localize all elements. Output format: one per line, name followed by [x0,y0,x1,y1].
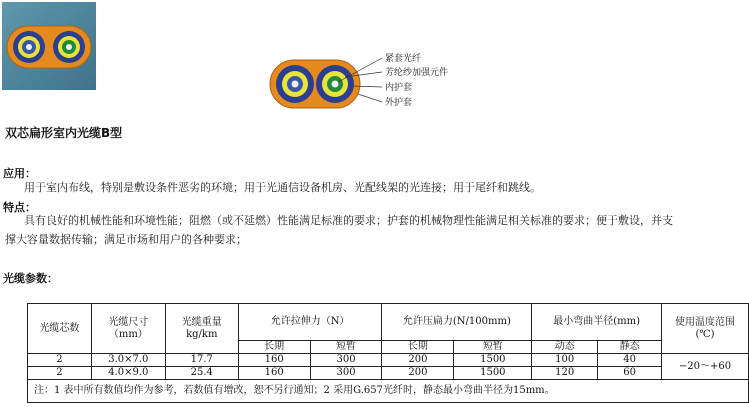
cell-size: 3.0×7.0 [91,354,165,367]
cell-tensile-short: 300 [310,367,382,380]
spec-table [27,303,749,403]
cell-crush-short: 1500 [454,354,532,367]
cell-crush-short: 1500 [454,367,532,380]
table-row [28,367,749,380]
features-text-line1: 具有良好的机械性能和环境性能；阻燃（或不延燃）性能满足标准的要求；护套的机械物理性能满足相关标准的要求；便于敷设，并支 [24,214,673,227]
label-inner-sheath: 内护套 [385,83,413,93]
cell-tensile-short: 300 [310,354,382,367]
label-tight-buffer-fiber: 紧套光纤 [385,54,422,64]
application-heading: 应用： [3,167,36,180]
table-note: 注：1 表中所有数值均作为参考，若数值有增改，恕不另行通知；2 采用G.657光纤时，静态最小弯曲半径为15mm。 [28,380,749,403]
features-text-line2: 撑大容量数据传输；满足市场和用户的各种要求； [5,233,247,246]
header-temp-unit: (℃) [695,328,715,340]
header-weight-unit: kg/km [186,328,218,340]
cell-crush-long: 200 [382,354,454,367]
cell-bend-static: 40 [598,354,662,367]
product-title: 双芯扁形室内光缆B型 [5,126,123,140]
cell-weight: 25.4 [165,367,238,380]
table-row [28,354,749,367]
subheader-tensile-short: 短暂 [310,341,382,354]
subheader-bend-static: 静态 [598,341,662,354]
features-heading: 特点： [3,201,36,214]
header-tensile: 允许拉伸力（N） [238,304,382,341]
subheader-crush-short: 短暂 [454,341,532,354]
label-outer-sheath: 外护套 [385,98,413,108]
header-size [91,304,165,354]
cell-bend-dynamic: 120 [532,367,598,380]
header-crush: 允许压扁力(N/100mm) [382,304,532,341]
table-header-row [28,304,749,341]
cell-bend-dynamic: 100 [532,354,598,367]
header-weight-label: 光缆重量 [181,316,222,328]
table-note-row [28,380,749,403]
cable-cross-section-diagram [265,44,475,114]
cell-temp-range: −20～+60 [662,354,749,380]
cell-weight: 17.7 [165,354,238,367]
params-heading: 光缆参数： [3,272,58,285]
subheader-crush-long: 长期 [382,341,454,354]
cell-cores: 2 [28,367,92,380]
cell-tensile-long: 160 [238,354,310,367]
subheader-bend-dynamic: 动态 [532,341,598,354]
application-text: 用于室内布线，特别是敷设条件恶劣的环境；用于光通信设备机房、光配线架的光连接；用于尾纤和跳线。 [24,181,541,194]
header-weight [165,304,238,354]
header-size-unit: （mm） [108,328,148,340]
header-size-label: 光缆尺寸 [108,316,149,328]
cell-size: 4.0×9.0 [91,367,165,380]
header-cores: 光缆芯数 [28,304,92,354]
cell-crush-long: 200 [382,367,454,380]
label-aramid-yarn: 芳纶纱加强元件 [385,68,449,78]
header-temp-label: 使用温度范围 [675,316,736,328]
header-bend: 最小弯曲半径(mm) [532,304,662,341]
subheader-tensile-long: 长期 [238,341,310,354]
cell-tensile-long: 160 [238,367,310,380]
cable-photo [2,2,96,90]
cell-bend-static: 60 [598,367,662,380]
cell-cores: 2 [28,354,92,367]
header-temp [662,304,749,354]
